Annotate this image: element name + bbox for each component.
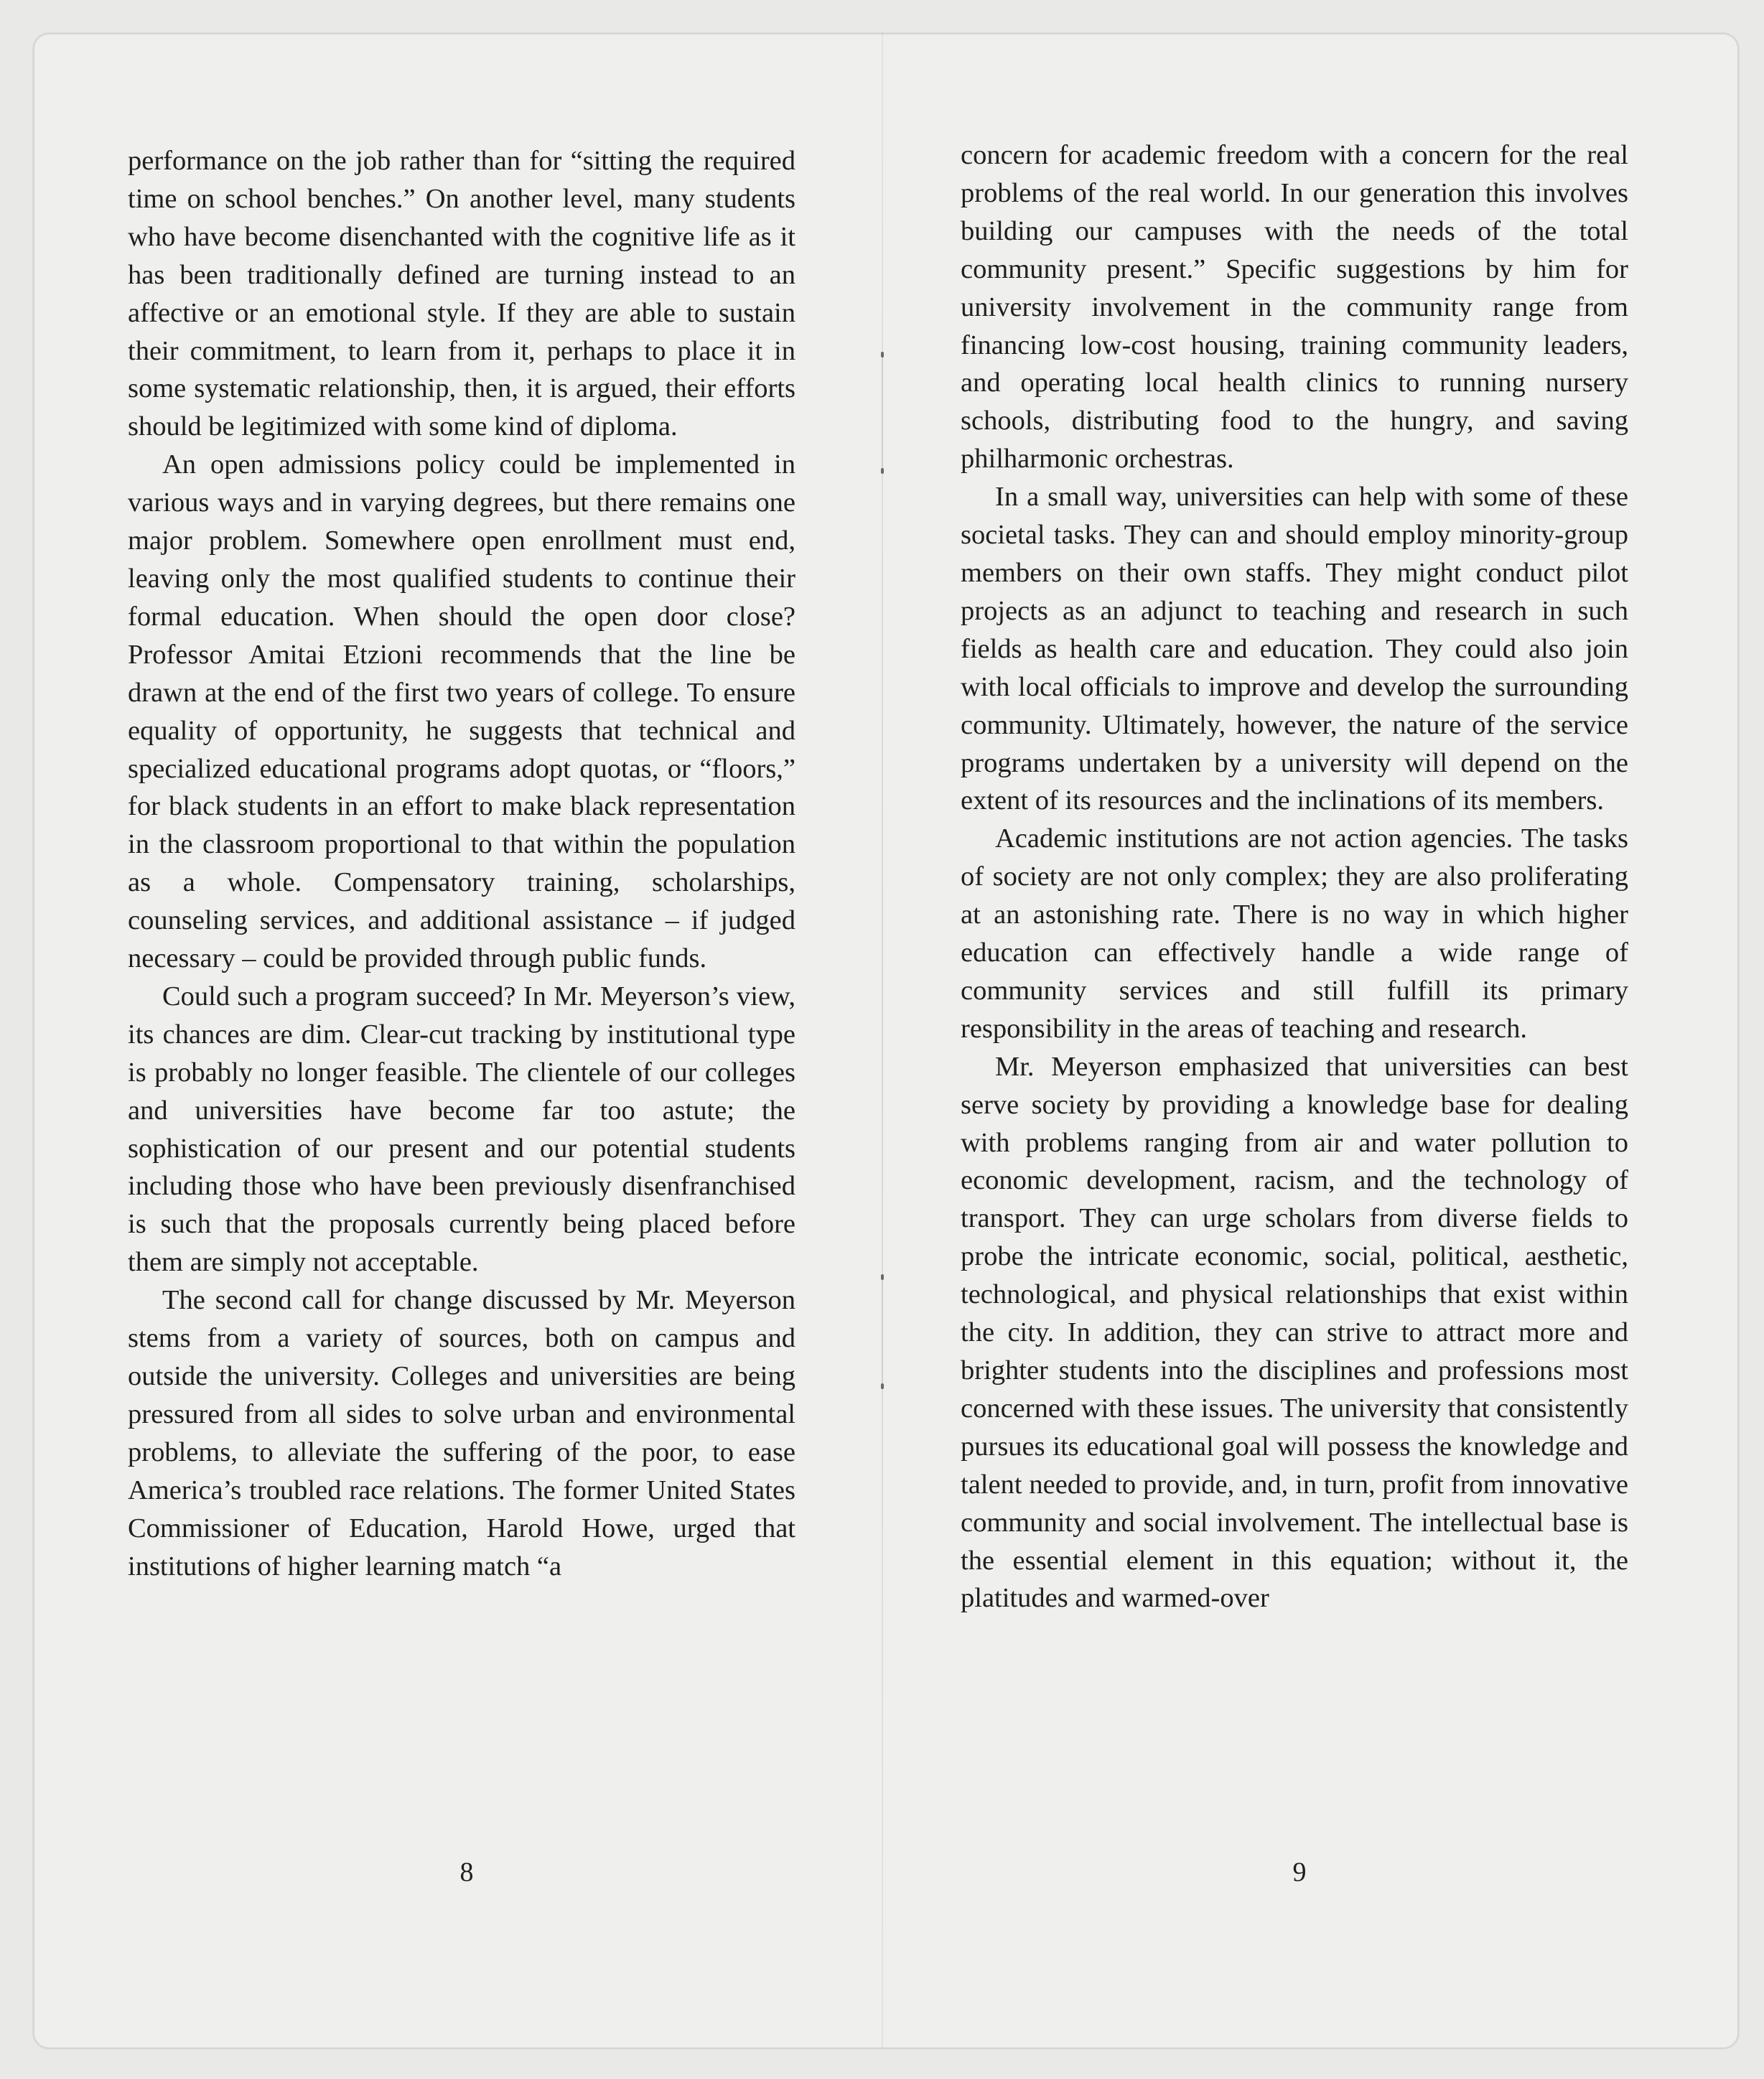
paragraph: In a small way, universities can help with some of these societal tasks. They can and should employ minority-group members on their own staffs. They might conduct pilot projects as an adjunct to teaching and research in such fields as health care and education. They could also join with local officials to improve and develop the surrounding community. Ultimately, however, the nature of the service programs undertaken by a university will depend on the extent of its resources and the inclinations of its members. (961, 482, 1628, 816)
paragraph: Could such a program succeed? In Mr. Meyerson’s view, its chances are dim. Clear-cut tracking by institutional type is probably no longer feasible. The clientele of our colleges and universities have become far too astute; the sophistication of our present and our potential students including those who have been previously disenfranchised is such that the proposals currently being placed before them are simply not acceptable. (128, 981, 795, 1278)
paragraph: concern for academic freedom with a concern for the real problems of the real world. In our generation this involves building our campuses with the needs of the total community present.” Specific suggestions by him for university involvement in the community range from financing low-cost housing, training community leaders, and operating local health clinics to running nursery schools, distributing food to the hungry, and saving philharmonic orchestras. (961, 140, 1628, 475)
paragraph: Academic institutions are not action agencies. The tasks of society are not only complex; they are also proliferating at an astonishing rate. There is no way in which higher education can effectively handle a wide range of community services and still fulfill its primary responsibility in the areas of teaching and research. (961, 823, 1628, 1044)
paragraph: Mr. Meyerson emphasized that universities can best serve society by providing a knowledge base for dealing with problems ranging from air and water pollution to economic development, racism, and the technology of transport. They can urge scholars from diverse fields to probe the intricate economic, social, political, aesthetic, technological, and physical relationships that exist within the city. In addition, they can strive to attract more and brighter students into the disciplines and professions most concerned with these issues. The university that consistently pursues its educational goal will possess the knowledge and talent needed to provide, and, in turn, profit from innovative community and social involvement. The intellectual base is the essential element in this equation; without it, the platitudes and warmed-over (961, 1051, 1628, 1614)
right-page-text (961, 136, 1628, 1617)
paragraph: An open admissions policy could be implemented in various ways and in varying degrees, but there remains one major problem. Somewhere open enrollment must end, leaving only the most qualified students to continue their formal education. When should the open door close? Professor Amitai Etzioni recommends that the line be drawn at the end of the first two years of college. To ensure equality of opportunity, he suggests that technical and specialized educational programs adopt quotas, or “floors,” for black students in an effort to make black representation in the classroom proportional to that within the population as a whole. Compensatory training, scholarships, counseling services, and additional assistance – if judged necessary – could be provided through public funds. (128, 449, 795, 974)
paragraph: performance on the job rather than for “sitting the required time on school benches.” On another level, many students who have become disenchanted with the cognitive life as it has been traditionally defined are turning instead to an affective or an emotional style. If they are able to sustain their commitment, to learn from it, perhaps to place it in some systematic relationship, then, it is argued, their efforts should be legitimized with some kind of diploma. (128, 146, 795, 442)
page-number-left: 8 (459, 1857, 474, 1887)
staple-top (877, 352, 887, 474)
paragraph: The second call for change discussed by Mr. Meyerson stems from a variety of sources, both on campus and outside the university. Colleges and universities are being pressured from all sides to solve urban and environmental problems, to alleviate the suffering of the poor, to ease America’s troubled race relations. The former United States Commissioner of Education, Harold Howe, urged that institutions of higher learning match “a (128, 1285, 795, 1582)
page-number-right: 9 (1292, 1857, 1307, 1887)
staple-thread (882, 358, 883, 468)
left-page-text (128, 142, 795, 1585)
staple-thread (882, 1280, 883, 1383)
center-fold (882, 33, 883, 2049)
staple-bottom (877, 1274, 887, 1389)
